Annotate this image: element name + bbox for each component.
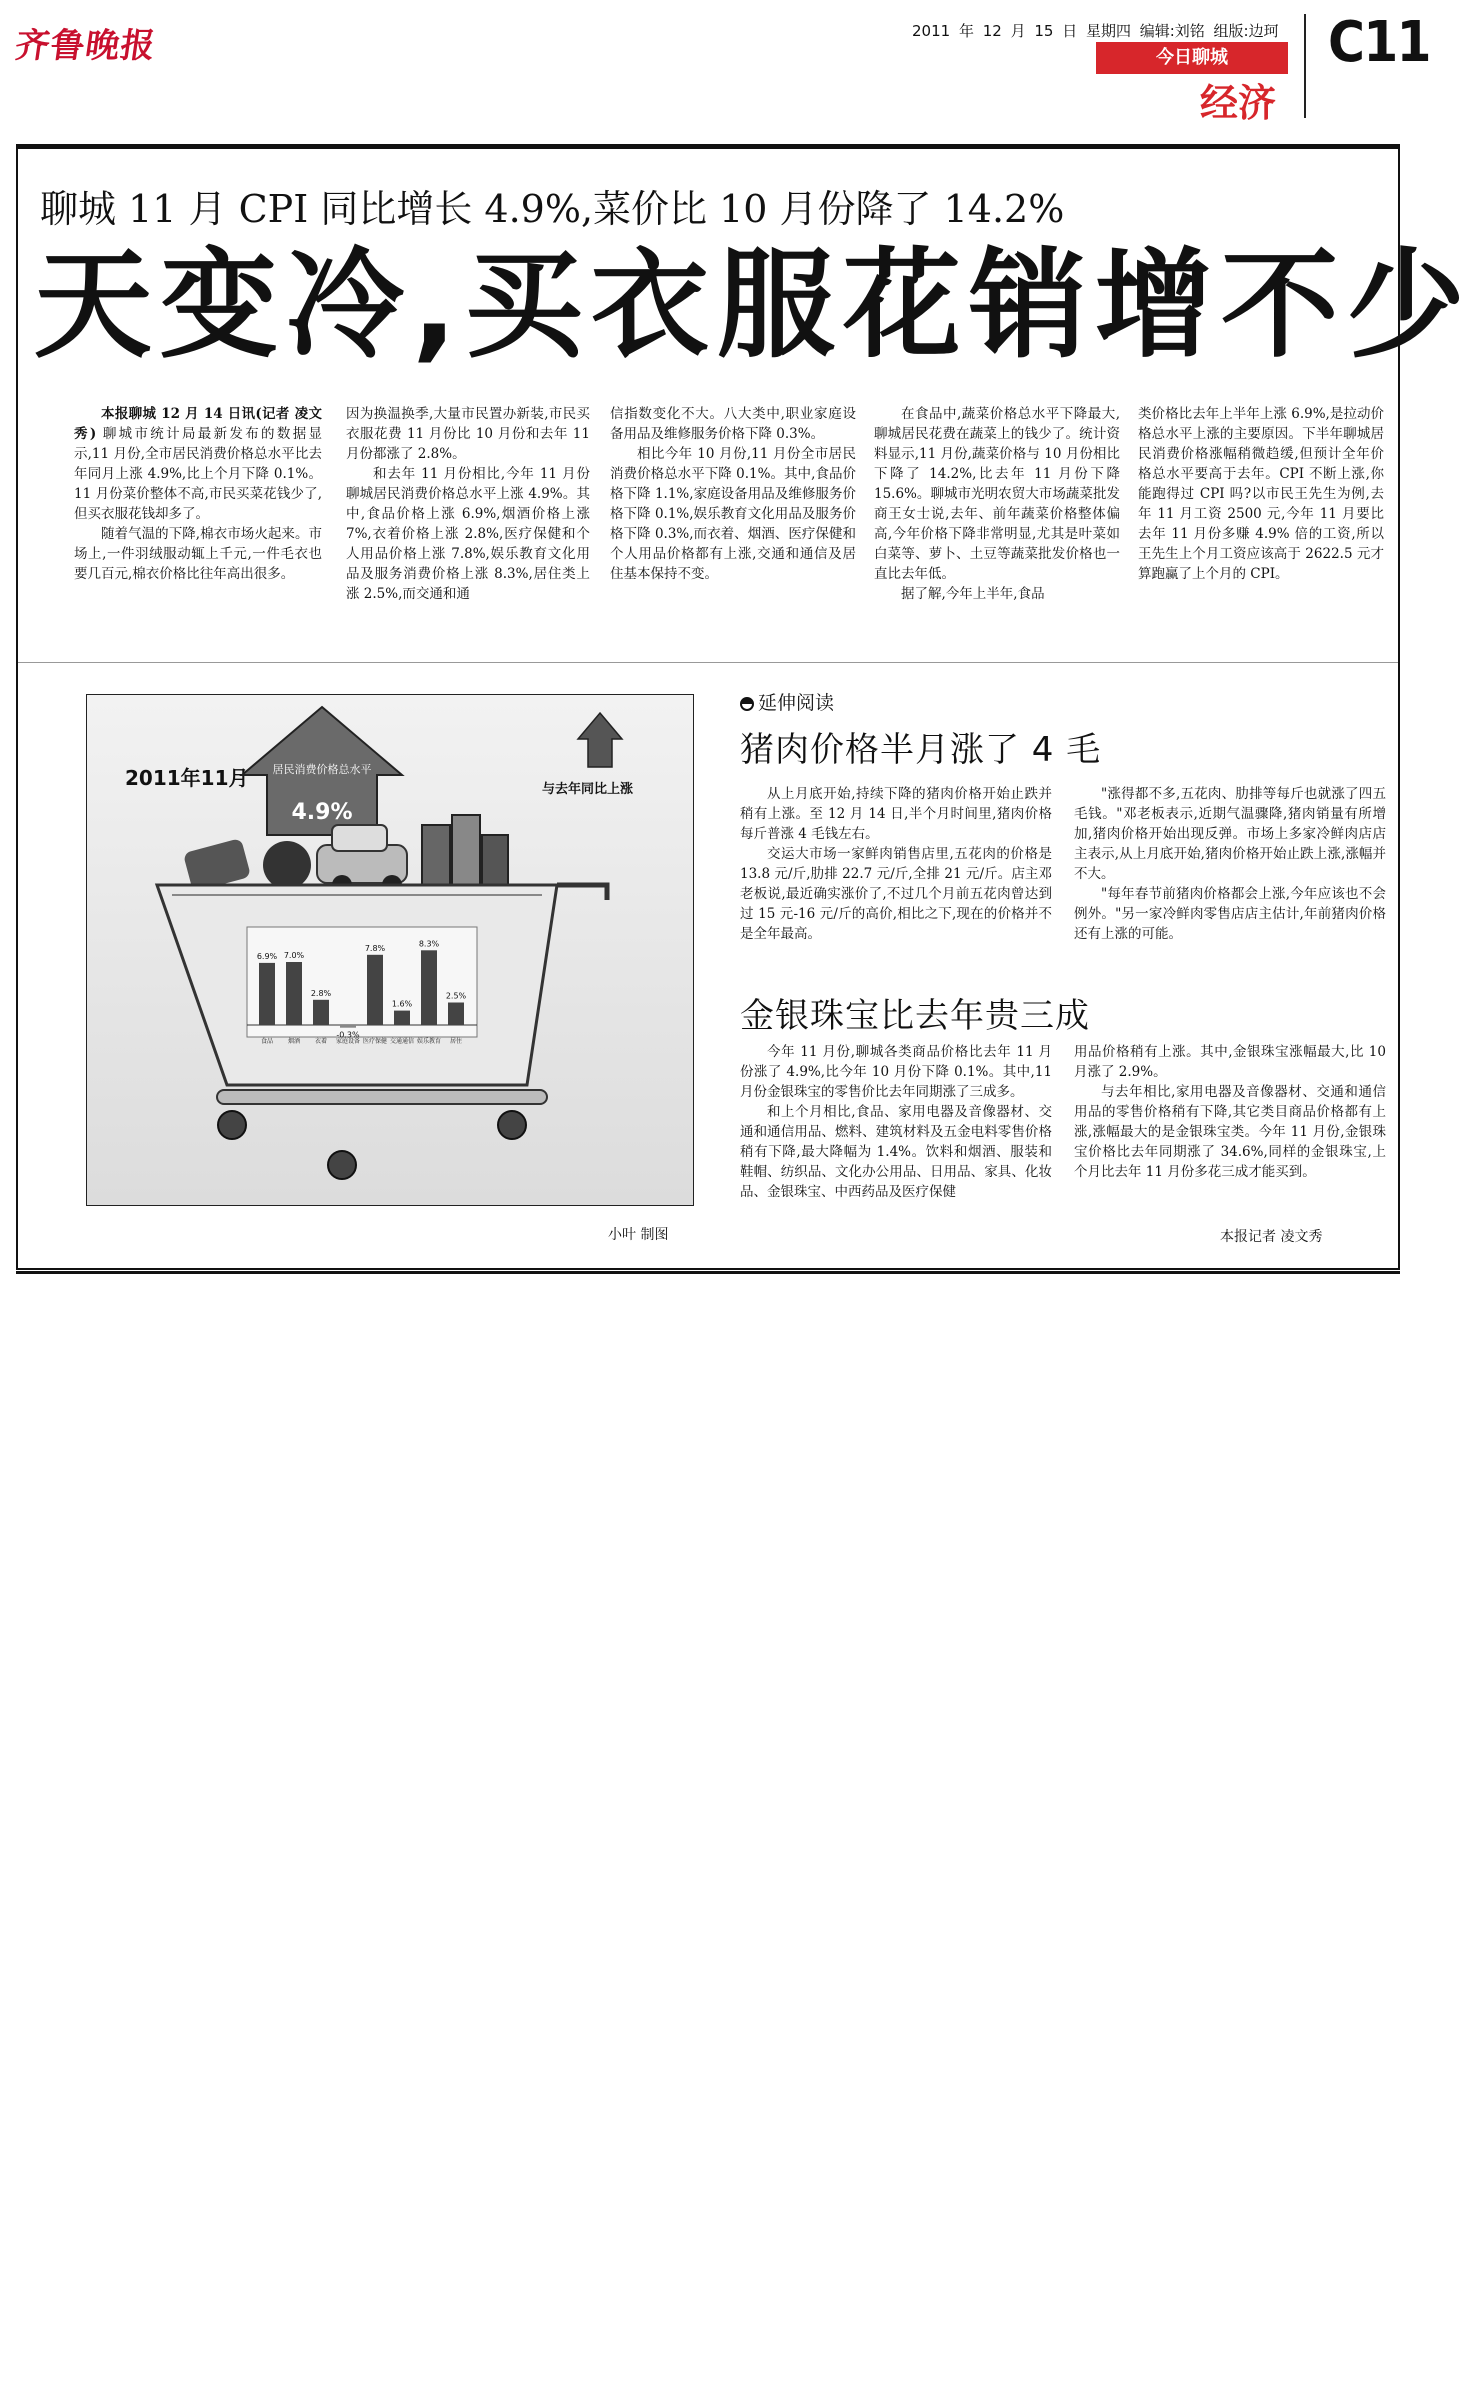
sub-article-2-column-a: [740, 1042, 1052, 1246]
mini-bar: [448, 1003, 464, 1026]
mini-bar-label: 交通通信: [389, 1038, 415, 1045]
illustration-credit: 小叶 制图: [608, 1227, 669, 1243]
legend-text: 与去年同比上涨: [542, 782, 634, 797]
paragraph: 相比今年 10 月份,11 月份全市居民消费价格总水平下降 0.1%。其中,食品价格下降 1.1%,家庭设备用品及维修服务价格下降 0.1%,娱乐教育文化用品及服务价格下降 0.3%,而衣着、烟酒、医疗保健和个人用品价格都有上涨,交通和通信及居住基本保持不变。: [610, 446, 856, 582]
mini-bar-label: 医疗保健: [362, 1038, 388, 1045]
cart-goods-icon: [183, 815, 508, 895]
mini-bar: [421, 950, 437, 1025]
mini-bar: [367, 955, 383, 1025]
paragraph: 交运大市场一家鲜肉销售店里,五花肉的价格是 13.8 元/斤,肋排 22.7 元/斤,全排 21 元/斤。店主邓老板说,最近确实涨价了,不过几个月前五花肉曾达到过 15 元-16 元/斤的高价,相比之下,现在的价格并不是全年最高。: [740, 846, 1052, 942]
mini-bar-value: 7.8%: [364, 943, 386, 953]
paragraph: 从上月底开始,持续下降的猪肉价格开始止跌并稍有上涨。至 12 月 14 日,半个月时间里,猪肉价格每斤普涨 4 毛钱左右。: [740, 786, 1052, 842]
section-bar: 今日聊城: [1096, 42, 1288, 74]
mini-bar-value: 1.6%: [391, 999, 413, 1009]
article-column-4: [874, 404, 1120, 654]
article-headline: 天变冷,买衣服花销增不少: [34, 236, 1473, 374]
center-tag: 居民消费价格总水平: [272, 763, 372, 776]
article-column-5: [1138, 404, 1384, 654]
cart-wheel-icon: [328, 1151, 356, 1179]
sub-article-title: 猪肉价格半月涨了 4 毛: [740, 730, 1102, 770]
paragraph: 信指数变化不大。八大类中,职业家庭设备用品及维修服务价格下降 0.3%。: [610, 406, 856, 442]
section-divider: [18, 662, 1398, 663]
cart-base-icon: [217, 1090, 547, 1104]
center-value: 4.9%: [291, 800, 353, 825]
paragraph: 类价格比去年上半年上涨 6.9%,是拉动价格总水平上涨的主要原因。下半年聊城居民消费价格涨幅稍微趋缓,但预计全年价格总水平要高于去年。CPI 不断上涨,你能跑得过 CPI 吗?以市民王先生为例,去年 11 月工资 2500 元,今年 11 月要比去年 11 月份多赚 4.9% 倍的工资,所以王先生上个月工资应该高于 2622.5 元才算跑赢了上个月的 CPI。: [1138, 406, 1384, 582]
sub-article-1-column-b: [1074, 784, 1386, 980]
section-name: 经济: [1200, 81, 1277, 125]
paragraph: 聊城市统计局最新发布的数据显示,11 月份,全市居民消费价格总水平比去年同月上涨 4.9%,比上个月下降 0.1%。11 月份菜价整体不高,市民买菜花钱少了,但买衣服花钱却多了。: [74, 426, 323, 522]
illustration-cart-chart: [86, 694, 694, 1206]
article-lead: 本报聊城 12 月 14 日讯(记者 凌文秀): [74, 406, 322, 442]
paragraph: 和去年 11 月份相比,今年 11 月份聊城居民消费价格总水平上涨 4.9%。其中,食品价格上涨 6.9%,烟酒价格上涨 7%,衣着价格上涨 2.8%,医疗保健和个人用品价格上涨 7.8%,娱乐教育文化用品及服务消费价格上涨 8.3%,居住类上涨 2.5%,而交通和通: [346, 466, 590, 602]
paragraph: 在食品中,蔬菜价格总水平下降最大,聊城居民花费在蔬菜上的钱少了。统计资料显示,11 月份,蔬菜价格与 10 月份相比下降了 14.2%,比去年 11 月份下降 15.6%。聊城市光明农贸大市场蔬菜批发商王女士说,去年、前年蔬菜价格整体偏高,今年价格下降非常明显,尤其是叶菜如白菜等、萝卜、土豆等蔬菜批发价格也一直比去年低。: [874, 406, 1120, 582]
mini-bar-label: 食品: [260, 1038, 274, 1045]
illustration-svg: [87, 695, 693, 1205]
paragraph: "涨得都不多,五花肉、肋排等每斤也就涨了四五毛钱。"邓老板表示,近期气温骤降,猪肉销量有所增加,猪肉价格开始出现反弹。市场上多家冷鲜肉店店主表示,从上月底开始,猪肉价格开始止跌上涨,涨幅并不大。: [1074, 786, 1386, 882]
paragraph: 今年 11 月份,聊城各类商品价格比去年 11 月份涨了 4.9%,比今年 10 月份下降 0.1%。其中,11 月份金银珠宝的零售价比去年同期涨了三成多。: [740, 1044, 1052, 1100]
byline: 本报记者 凌文秀: [1220, 1229, 1323, 1245]
mini-bar: [313, 1000, 329, 1025]
extended-label-text: 延伸阅读: [758, 692, 835, 714]
page-number: C11: [1328, 10, 1430, 75]
mini-bar-label: 娱乐教育: [416, 1038, 442, 1045]
cart-wheel-icon: [218, 1111, 246, 1139]
paragraph: 据了解,今年上半年,食品: [901, 586, 1045, 602]
paragraph: 用品价格稍有上涨。其中,金银珠宝涨幅最大,比 10 月涨了 2.9%。: [1074, 1044, 1386, 1080]
masthead-divider: [1304, 14, 1306, 118]
paragraph: "每年春节前猪肉价格都会上涨,今年应该也不会例外。"另一家冷鲜肉零售店店主估计,年前猪肉价格还有上涨的可能。: [1074, 886, 1386, 942]
dateline: 2011 年 12 月 15 日 星期四 编辑:刘铭 组版:边珂: [912, 22, 1279, 40]
bottom-rule: [16, 1271, 1400, 1274]
article-column-3: [610, 404, 856, 654]
mini-bar-value: 6.9%: [256, 951, 278, 961]
mini-bar-value: 7.0%: [283, 951, 305, 960]
mini-bar: [286, 962, 302, 1025]
mini-bar-value: -0.3%: [336, 1030, 360, 1040]
mini-bar-value: 2.8%: [310, 988, 332, 998]
newspaper-logo: 齐鲁晚报: [12, 26, 159, 66]
article-column-1: [74, 404, 322, 654]
cart-wheel-icon: [498, 1111, 526, 1139]
extended-reading-label: [740, 688, 834, 715]
mini-chart-area: [247, 927, 477, 1037]
cart-handle-icon: [557, 885, 607, 900]
mini-bar-label: 居住: [449, 1038, 463, 1045]
sub-article-title: 金银珠宝比去年贵三成: [740, 996, 1090, 1036]
mini-bar-label: 衣着: [314, 1038, 328, 1045]
article-subhead: 聊城 11 月 CPI 同比增长 4.9%,菜价比 10 月份降了 14.2%: [40, 187, 1065, 231]
mini-bar-value: 8.3%: [418, 939, 440, 949]
mini-bar: [259, 963, 275, 1025]
half-circle-icon: [740, 697, 754, 711]
illustration-year: 2011年11月: [125, 766, 249, 790]
paragraph: 与去年相比,家用电器及音像器材、交通和通信用品的零售价格稍有下降,其它类目商品价格都有上涨,涨幅最大的是金银珠宝类。今年 11 月份,金银珠宝价格比去年同期涨了 34.6%,同样的金银珠宝,上个月比去年 11 月份多花三成才能买到。: [1074, 1084, 1386, 1180]
mini-bar-label: 家庭设备: [335, 1038, 361, 1045]
paragraph: 和上个月相比,食品、家用电器及音像器材、交通和通信用品、燃料、建筑材料及五金电料零售价格稍有下降,最大降幅为 1.4%。饮料和烟酒、服装和鞋帽、纺织品、文化办公用品、日用品、家具、化妆品、金银珠宝、中西药品及医疗保健: [740, 1104, 1052, 1200]
sub-article-2-column-b: [1074, 1042, 1386, 1222]
paragraph: 随着气温的下降,棉衣市场火起来。市场上,一件羽绒服动辄上千元,一件毛衣也要几百元,棉衣价格比往年高出很多。: [74, 526, 322, 582]
mini-bar-label: 烟酒: [287, 1038, 301, 1045]
paragraph: 因为换温换季,大量市民置办新装,市民买衣服花费 11 月份比 10 月份和去年 11 月份都涨了 2.8%。: [346, 406, 590, 462]
article-column-2: [346, 404, 590, 654]
legend-up-arrow-icon: [578, 713, 622, 767]
mini-bar-value: 2.5%: [445, 991, 467, 1001]
mini-bar: [340, 1025, 356, 1028]
mini-bar: [394, 1011, 410, 1025]
sub-article-1-column-a: [740, 784, 1052, 980]
